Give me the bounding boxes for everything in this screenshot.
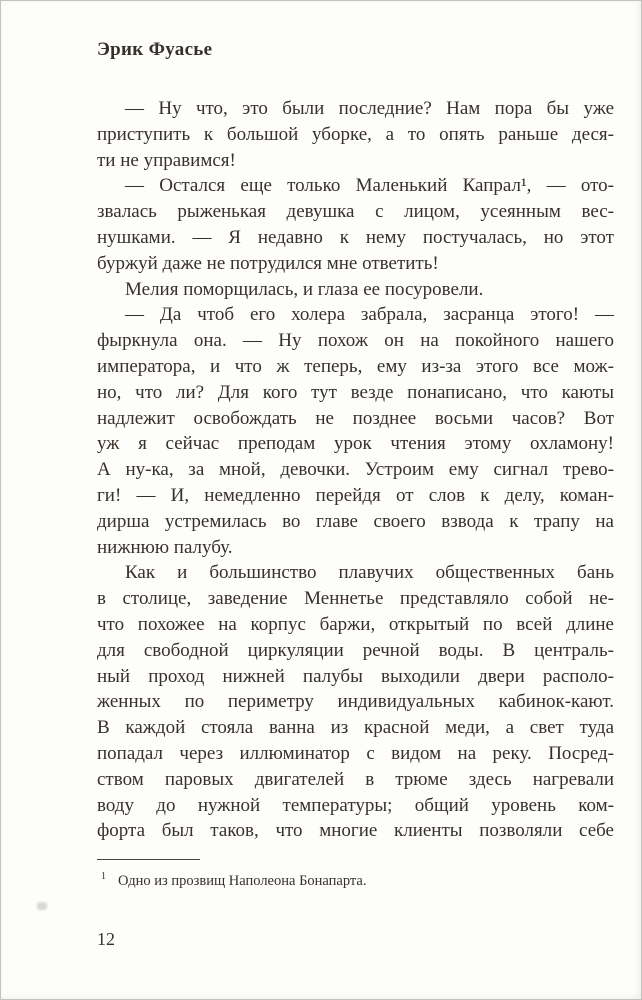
text-line: в столице, заведение Меннетье представляло собой не- (97, 588, 614, 610)
text-line: А ну-ка, за мной, девочки. Устроим ему сигнал трево- (97, 459, 614, 481)
text-line: для свободной циркуляции речной воды. В централь- (97, 639, 614, 661)
text-line: воду до нужной температуры; общий уровень ком- (97, 794, 614, 816)
text-line: ги! — И, немедленно перейдя от слов к делу, коман- (97, 484, 614, 506)
text-line: императора, и что ж теперь, ему из-за этого все мож- (97, 355, 614, 377)
text-line: — Ну что, это были последние? Нам пора бы уже (125, 98, 614, 119)
text-line: — Да чтоб его холера забрала, засранца этого! — (125, 304, 614, 326)
footnote-text: Одно из прозвищ Наполеона Бонапарта. (118, 872, 367, 889)
text-line: ный проход нижней палубы выходили двери располо- (97, 665, 614, 687)
text-line: приступить к большой уборке, а то опять раньше деся- (97, 123, 614, 145)
text-line: — Остался еще только Маленький Капрал¹, — ото- (125, 175, 614, 197)
text-line: Мелия поморщилась, и глаза ее посуровели. (125, 278, 484, 300)
footnote-marker: 1 (101, 871, 106, 882)
text-line: буржуй даже не потрудился мне ответить! (97, 252, 439, 274)
running-header: Эрик Фуасье (97, 39, 213, 60)
text-line: женных по периметру индивидуальных кабинок-кают. (97, 691, 614, 713)
text-line: форта был таков, что многие клиенты позволяли себе (97, 820, 614, 842)
text-line: дирша устремилась во главе своего взвода к трапу на (97, 510, 614, 532)
page-number: 12 (97, 929, 115, 949)
text-line: звалась рыженькая девушка с лицом, усеянным вес- (97, 201, 614, 223)
text-line: нижнюю палубу. (97, 536, 233, 558)
text-line: надлежит освобождать не позднее восьми часов? Вот (97, 407, 614, 429)
text-line: но, что ли? Для кого тут везде понаписано, что каюты (97, 381, 614, 403)
text-line: уж я сейчас преподам урок чтения этому охламону! (97, 433, 614, 455)
footnote-rule (97, 859, 200, 860)
text-line: Как и большинство плавучих общественных бань (125, 562, 614, 584)
scan-artifact (37, 902, 47, 910)
text-line: нушками. — Я недавно к нему постучалась, но этот (97, 226, 614, 248)
footnote (97, 867, 614, 891)
text-line: попадал через иллюминатор с видом на реку. Посред- (97, 742, 614, 764)
text-line: В каждой стояла ванна из красной меди, а свет туда (97, 717, 614, 739)
text-line: фыркнула она. — Ну похож он на покойного нашего (97, 330, 614, 352)
text-line: ти не управимся! (97, 149, 236, 171)
text-line: что похожее на корпус баржи, открытый по всей длине (97, 613, 614, 635)
body-text (97, 96, 614, 844)
text-line: ством паровых двигателей в трюме здесь нагревали (97, 768, 614, 790)
